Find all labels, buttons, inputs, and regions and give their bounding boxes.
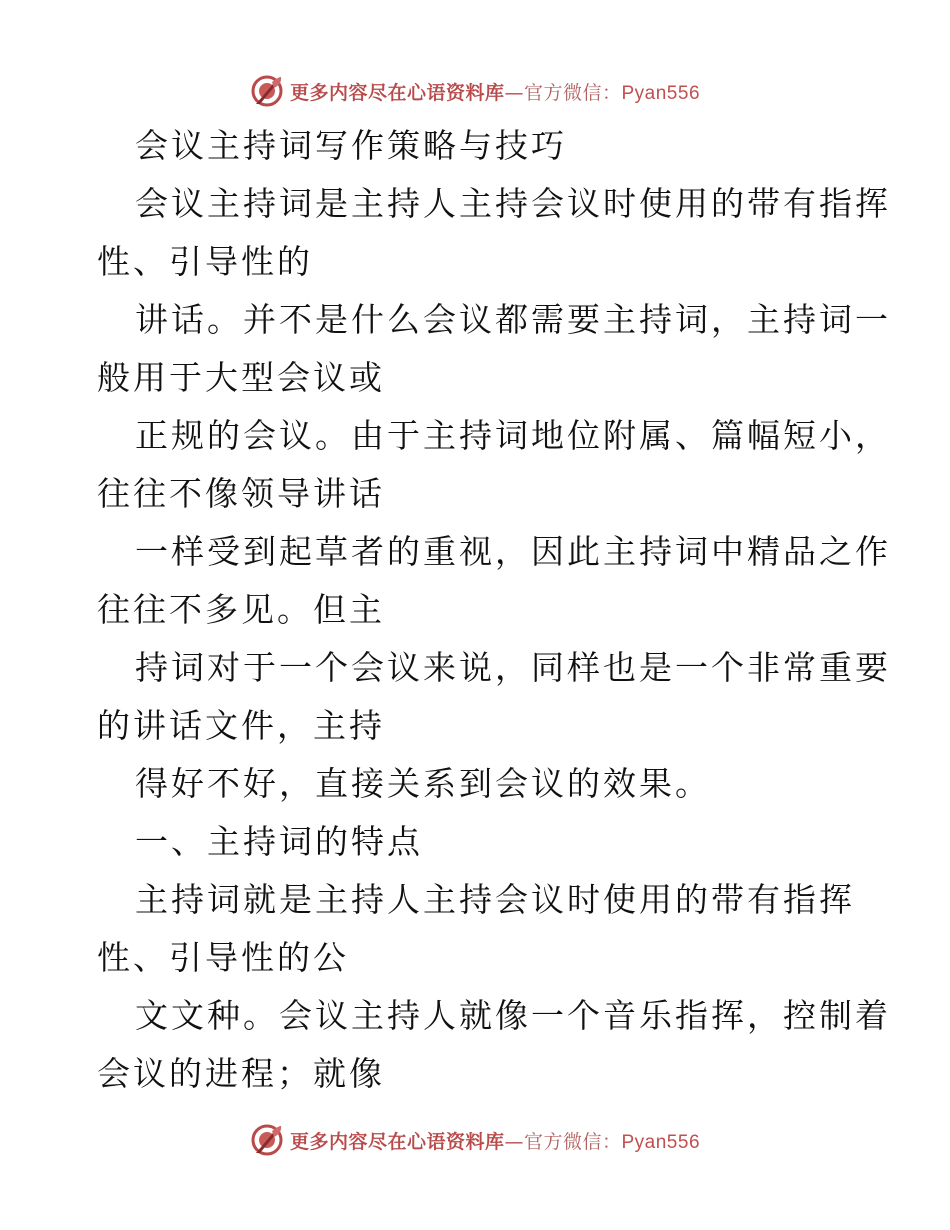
- quill-logo-icon: [250, 74, 284, 108]
- text-line: 会议的进程；就像: [97, 1054, 385, 1093]
- header-banner: [0, 71, 950, 111]
- text-line: 往往不像领导讲话: [97, 474, 385, 513]
- document-body: [97, 117, 891, 1103]
- text-line: 主持词就是主持人主持会议时使用的带有指挥: [135, 880, 855, 919]
- text-line: 得好不好，直接关系到会议的效果。: [135, 764, 711, 803]
- footer-banner-inner: [250, 1123, 700, 1157]
- text-line: 性、引导性的: [97, 242, 313, 281]
- banner-wechat-label: 官方微信：: [523, 81, 622, 104]
- banner-dash: —: [504, 81, 524, 104]
- footer-banner: [0, 1120, 950, 1160]
- banner-wechat-label: 官方微信：: [523, 1130, 622, 1153]
- text-line: 文文种。会议主持人就像一个音乐指挥，控制着: [135, 996, 891, 1035]
- banner-wechat-id: Pyan556: [621, 1131, 701, 1153]
- document-title: 会议主持词写作策略与技巧: [135, 126, 567, 165]
- text-line: 讲话。并不是什么会议都需要主持词，主持词一: [135, 300, 891, 339]
- banner-main-text: 更多内容尽在心语资料库: [289, 81, 505, 104]
- header-banner-inner: [250, 74, 700, 108]
- text-line: 会议主持词是主持人主持会议时使用的带有指挥: [135, 184, 891, 223]
- banner-text: [290, 78, 700, 105]
- text-line: 的讲话文件，主持: [97, 706, 385, 745]
- text-line: 一样受到起草者的重视，因此主持词中精品之作: [135, 532, 891, 571]
- section-heading: 一、主持词的特点: [135, 822, 423, 861]
- text-line: 般用于大型会议或: [97, 358, 385, 397]
- text-line: 持词对于一个会议来说，同样也是一个非常重要: [135, 648, 891, 687]
- text-line: 正规的会议。由于主持词地位附属、篇幅短小，: [135, 416, 891, 455]
- text-line: 性、引导性的公: [97, 938, 349, 977]
- banner-dash: —: [504, 1130, 524, 1153]
- banner-wechat-id: Pyan556: [621, 82, 701, 104]
- banner-text: [290, 1127, 700, 1154]
- banner-main-text: 更多内容尽在心语资料库: [289, 1130, 505, 1153]
- text-line: 往往不多见。但主: [97, 590, 385, 629]
- quill-logo-icon: [250, 1123, 284, 1157]
